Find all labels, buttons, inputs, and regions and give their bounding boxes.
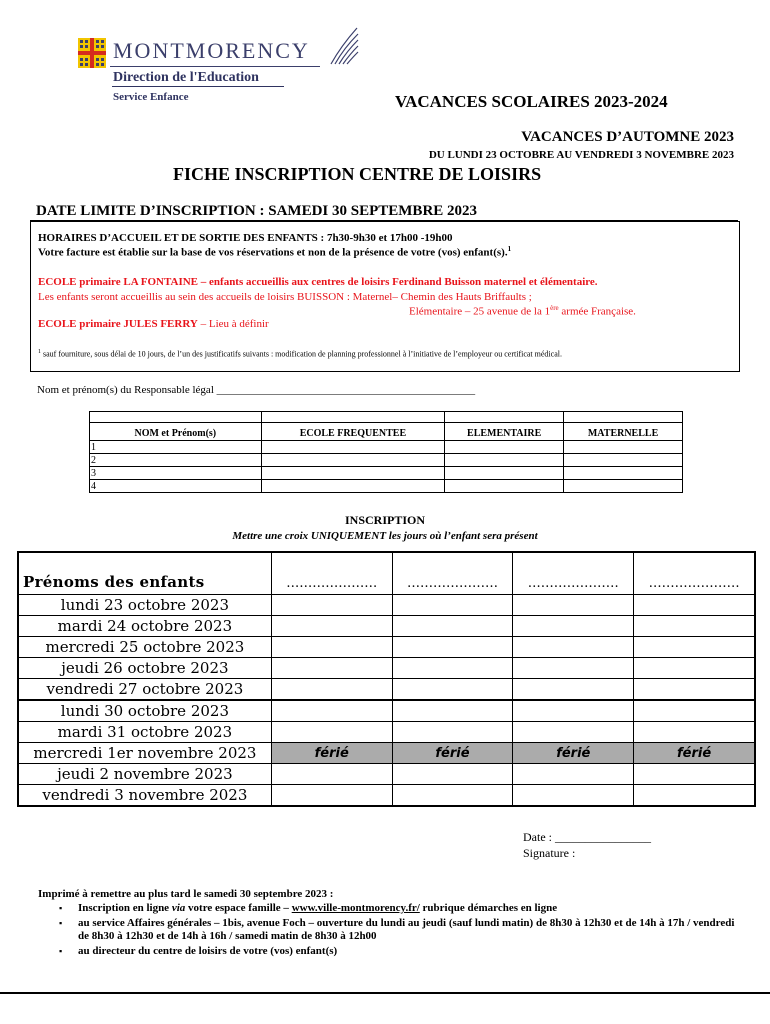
- school-lafontaine-elementary: [409, 304, 636, 318]
- attendance-cell[interactable]: [513, 679, 634, 701]
- day-label: mercredi 1er novembre 2023: [18, 743, 271, 764]
- inscription-instruction: Mettre une croix UNIQUEMENT les jours où l’enfant sera présent: [232, 530, 538, 542]
- day-row: [18, 743, 755, 764]
- row-number[interactable]: 2: [90, 454, 262, 467]
- invoice-text: [38, 245, 511, 259]
- date-field[interactable]: Date : ________________: [523, 830, 651, 844]
- registration-deadline: DATE LIMITE D’INSCRIPTION : SAMEDI 30 SEPTEMBRE 2023: [36, 203, 478, 219]
- elementary-cell[interactable]: [445, 454, 564, 467]
- day-label: mardi 31 octobre 2023: [18, 722, 271, 743]
- attendance-cell[interactable]: [271, 700, 392, 722]
- attendance-cell[interactable]: [392, 764, 513, 785]
- attendance-cell[interactable]: [271, 595, 392, 616]
- elementary-address-sup: ère: [550, 304, 559, 312]
- attendance-cell[interactable]: [271, 637, 392, 658]
- row-number[interactable]: 1: [90, 441, 262, 454]
- holiday-cell: férié: [634, 743, 755, 764]
- elementary-address-b: armée Française.: [558, 305, 636, 318]
- attendance-cell[interactable]: [271, 785, 392, 807]
- day-row: [18, 658, 755, 679]
- day-row: [18, 616, 755, 637]
- school-cell[interactable]: [261, 441, 445, 454]
- holiday-cell: férié: [392, 743, 513, 764]
- attendance-cell[interactable]: [271, 722, 392, 743]
- attendance-cell[interactable]: [634, 679, 755, 701]
- attendance-cell[interactable]: [392, 616, 513, 637]
- day-row: [18, 764, 755, 785]
- school-cell[interactable]: [261, 467, 445, 480]
- attendance-cell[interactable]: [513, 637, 634, 658]
- school-julesferry-desc: – Lieu à définir: [197, 318, 269, 330]
- holiday-cell: férié: [271, 743, 392, 764]
- attendance-grid: [17, 551, 756, 807]
- attendance-cell[interactable]: [513, 658, 634, 679]
- elementary-address-a: Elémentaire – 25 avenue de la 1: [409, 305, 551, 318]
- day-label: vendredi 27 octobre 2023: [18, 679, 271, 701]
- header-maternelle: MATERNELLE: [564, 423, 683, 441]
- school-cell[interactable]: [261, 454, 445, 467]
- table-cell: [90, 412, 262, 423]
- page-bottom-rule: [0, 992, 770, 994]
- day-label: mercredi 25 octobre 2023: [18, 637, 271, 658]
- montmorency-coat-of-arms-icon: [78, 38, 106, 68]
- attendance-cell[interactable]: [634, 616, 755, 637]
- attendance-cell[interactable]: [634, 658, 755, 679]
- direction-label: Direction de l'Education: [113, 70, 259, 85]
- attendance-cell[interactable]: [634, 637, 755, 658]
- table-row[interactable]: [90, 441, 683, 454]
- day-label: jeudi 26 octobre 2023: [18, 658, 271, 679]
- logo-underline: [110, 66, 320, 67]
- school-cell[interactable]: [261, 480, 445, 493]
- attendance-cell[interactable]: [513, 616, 634, 637]
- holiday-dates: DU LUNDI 23 OCTOBRE AU VENDREDI 3 NOVEMBRE 2023: [428, 149, 734, 161]
- footnote-text: sauf fourniture, sous délai de 10 jours, de l’un des justificatifs suivants : modification de planning professionnel à l’initiative de l’employeur ou certificat médical.: [41, 349, 562, 359]
- child-name-slot[interactable]: …………………: [271, 552, 392, 595]
- signature-field[interactable]: Signature :: [523, 846, 576, 860]
- attendance-cell[interactable]: [392, 679, 513, 701]
- holiday-cell: férié: [513, 743, 634, 764]
- day-label: lundi 30 octobre 2023: [18, 700, 271, 722]
- row-number[interactable]: 4: [90, 480, 262, 493]
- table-cell: [564, 412, 683, 423]
- day-row: [18, 595, 755, 616]
- day-row: [18, 722, 755, 743]
- grid-header-row: [18, 552, 755, 595]
- table-row[interactable]: [90, 467, 683, 480]
- day-row: [18, 785, 755, 807]
- day-row: [18, 679, 755, 701]
- school-lafontaine-details: Les enfants seront accueillis au sein des accueils de loisirs BUISSON : Maternel– Chemin des Hauts Briffaults ;: [38, 291, 532, 303]
- form-title: FICHE INSCRIPTION CENTRE DE LOISIRS: [173, 164, 542, 184]
- attendance-cell[interactable]: [271, 616, 392, 637]
- attendance-cell[interactable]: [271, 658, 392, 679]
- website-link[interactable]: www.ville-montmorency.fr/: [291, 902, 420, 914]
- elementary-cell[interactable]: [445, 480, 564, 493]
- table-spacer-row: [90, 412, 683, 423]
- day-label: lundi 23 octobre 2023: [18, 595, 271, 616]
- wing-icon: [327, 26, 359, 66]
- bullet-icon: ▪: [59, 946, 63, 956]
- table-row[interactable]: [90, 480, 683, 493]
- attendance-cell[interactable]: [392, 700, 513, 722]
- attendance-cell[interactable]: [634, 785, 755, 807]
- attendance-cell[interactable]: [513, 700, 634, 722]
- attendance-cell[interactable]: [271, 679, 392, 701]
- day-label: vendredi 3 novembre 2023: [18, 785, 271, 807]
- day-row: [18, 700, 755, 722]
- table-cell: [261, 412, 445, 423]
- child-name-slot[interactable]: …………………: [634, 552, 755, 595]
- header-school: ECOLE FREQUENTEE: [261, 423, 445, 441]
- attendance-cell[interactable]: [513, 764, 634, 785]
- bullet-icon: ▪: [59, 903, 63, 913]
- attendance-cell[interactable]: [513, 785, 634, 807]
- attendance-cell[interactable]: [634, 700, 755, 722]
- child-name-slot[interactable]: …………………: [513, 552, 634, 595]
- hours-text: HORAIRES D’ACCUEIL ET DE SORTIE DES ENFANTS : 7h30-9h30 et 17h00 -19h00: [38, 232, 453, 244]
- day-label: mardi 24 octobre 2023: [18, 616, 271, 637]
- child-name-slot[interactable]: …………………: [392, 552, 513, 595]
- holiday-title: VACANCES D’AUTOMNE 2023: [521, 129, 734, 145]
- attendance-cell[interactable]: [392, 722, 513, 743]
- school-julesferry-name: ECOLE primaire JULES FERRY: [38, 318, 198, 330]
- attendance-cell[interactable]: [513, 595, 634, 616]
- header-name: NOM et Prénom(s): [90, 423, 262, 441]
- submission-option-director: au directeur du centre de loisirs de votre (vos) enfant(s): [78, 945, 338, 957]
- maternelle-cell[interactable]: [564, 454, 683, 467]
- invoice-sentence: Votre facture est établie sur la base de vos réservations et non de la présence de votre (vos) enfant(s).: [38, 246, 508, 259]
- school-lafontaine-desc: – enfants accueillis aux centres de loisirs Ferdinand Buisson maternel et élémentaire.: [198, 276, 598, 288]
- service-label: Service Enfance: [113, 91, 189, 103]
- maternelle-cell[interactable]: [564, 467, 683, 480]
- online-text-c: rubrique démarches en ligne: [419, 902, 558, 914]
- maternelle-cell[interactable]: [564, 441, 683, 454]
- footnote-number: 1: [38, 349, 41, 355]
- legal-guardian-field[interactable]: Nom et prénom(s) du Responsable légal _______________________________________________: [37, 384, 476, 396]
- online-via: via: [171, 902, 186, 914]
- attendance-cell[interactable]: [392, 785, 513, 807]
- inscription-title: INSCRIPTION: [344, 513, 425, 527]
- school-year-title: VACANCES SCOLAIRES 2023-2024: [395, 92, 668, 111]
- first-names-label: Prénoms des enfants: [18, 552, 271, 595]
- attendance-cell[interactable]: [271, 764, 392, 785]
- day-label: jeudi 2 novembre 2023: [18, 764, 271, 785]
- bullet-icon: ▪: [59, 918, 63, 928]
- logo-wordmark: MONTMORENCY: [113, 38, 310, 63]
- submission-option-office: au service Affaires générales – 1bis, avenue Foch – ouverture du lundi au jeudi (sauf lundi matin) de 8h30 à 12h30 et de 14h à 17h / vendredi de 8h30 à 12h30 et de 14h à 16h / samedi matin de 8h30 à 12h00: [78, 917, 735, 942]
- row-number[interactable]: 3: [90, 467, 262, 480]
- school-lafontaine-line: [38, 276, 598, 288]
- attendance-cell[interactable]: [392, 595, 513, 616]
- school-lafontaine-name: ECOLE primaire LA FONTAINE: [38, 276, 199, 288]
- attendance-cell[interactable]: [634, 722, 755, 743]
- maternelle-cell[interactable]: [564, 480, 683, 493]
- attendance-cell[interactable]: [392, 637, 513, 658]
- table-cell: [445, 412, 564, 423]
- table-row[interactable]: [90, 454, 683, 467]
- online-text-b: votre espace famille –: [185, 902, 292, 914]
- day-row: [18, 637, 755, 658]
- elementary-cell[interactable]: [445, 467, 564, 480]
- school-julesferry-line: [38, 318, 269, 330]
- attendance-cell[interactable]: [634, 764, 755, 785]
- online-text-a: Inscription en ligne: [78, 902, 172, 914]
- header-elementary: ELEMENTAIRE: [445, 423, 564, 441]
- children-table: [89, 411, 683, 493]
- submission-option-online: [78, 902, 748, 915]
- footnote: [38, 349, 562, 359]
- attendance-cell[interactable]: [634, 595, 755, 616]
- invoice-footnote-marker: 1: [507, 245, 512, 253]
- submission-instructions: Imprimé à remettre au plus tard le samedi 30 septembre 2023 :: [38, 888, 334, 900]
- attendance-cell[interactable]: [392, 658, 513, 679]
- elementary-cell[interactable]: [445, 441, 564, 454]
- direction-underline: [112, 86, 284, 87]
- table-header-row: [90, 423, 683, 441]
- attendance-cell[interactable]: [513, 722, 634, 743]
